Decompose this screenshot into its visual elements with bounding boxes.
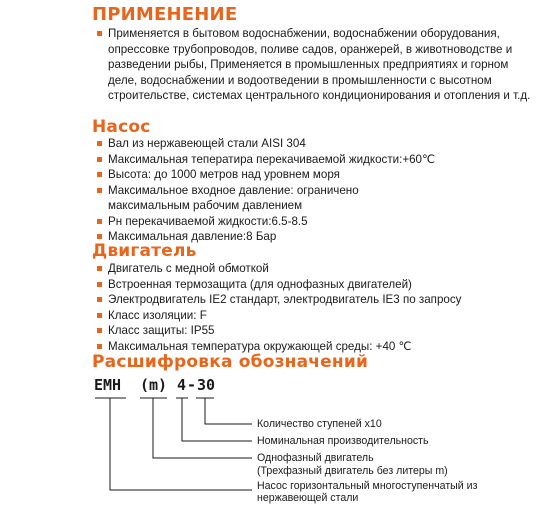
- capacity-leader: [182, 398, 252, 441]
- list-item: Максимальная давление:8 Бар: [96, 229, 536, 245]
- code-capacity: 4: [177, 376, 187, 394]
- legend-capacity: Номинальная производительность: [257, 435, 429, 447]
- legend-stages: Количество ступеней х10: [257, 418, 382, 430]
- section-title-pump: Насос: [92, 117, 151, 137]
- list-item: Электродвигатель IE2 стандарт, электродвигатель IE3 по запросу: [96, 292, 536, 308]
- legend-series-line2: нержавеющей стали: [257, 492, 359, 504]
- series-leader: [110, 398, 252, 490]
- legend-phase-line2: (Трехфазный двигатель без литеры m): [257, 465, 448, 477]
- list-item: Применяется в бытовом водоснабжении, водоснабжении оборудования, опрессовке трубопроводов, поливе садов, оранжерей, в животноводстве и разведении рыбы, Применяется в промышленных предприятиях и горном деле, водоснабжении и водоотведении в промышленности с высотном строительстве, системах центрального кондиционирования и отопления и т.д.: [96, 26, 536, 104]
- code-dash: -: [187, 376, 197, 394]
- section-title-application: ПРИМЕНЕНИЕ: [92, 4, 238, 25]
- code-phase: (m): [140, 376, 168, 394]
- list-item: Класс защиты: IP55: [96, 323, 536, 339]
- list-item: Встроенная термозащита (для однофазных двигателей): [96, 277, 536, 293]
- list-item: Двигатель с медной обмоткой: [96, 261, 536, 277]
- list-item: Максимальная теператира перекачиваемой жидкости:+60℃: [96, 152, 536, 168]
- list-item: Высота: до 1000 метров над уровнем моря: [96, 167, 536, 183]
- section-title-decoding: Расшифровка обозначений: [92, 352, 369, 372]
- legend-phase-line1: Однофазный двигатель: [257, 452, 374, 464]
- list-item: Pн перекачиваемой жидкости:6.5-8.5: [96, 214, 536, 230]
- legend-series-line1: Насос горизонтальный многоступенчатый из: [257, 480, 478, 492]
- list-item: Вал из нержавеющей стали AISI 304: [96, 136, 536, 152]
- phase-leader: [153, 398, 252, 458]
- list-item: Класс изоляции: F: [96, 308, 536, 324]
- stages-leader: [205, 398, 252, 424]
- code-stages: 30: [197, 376, 216, 394]
- code-series: EMH: [94, 376, 122, 394]
- section-title-motor: Двигатель: [92, 241, 197, 261]
- list-item: Максимальная температура окружающей среды: +40 ℃: [96, 339, 536, 355]
- list-item: Максимальное входное давление: ограничено максимальным рабочим давлением: [96, 183, 408, 214]
